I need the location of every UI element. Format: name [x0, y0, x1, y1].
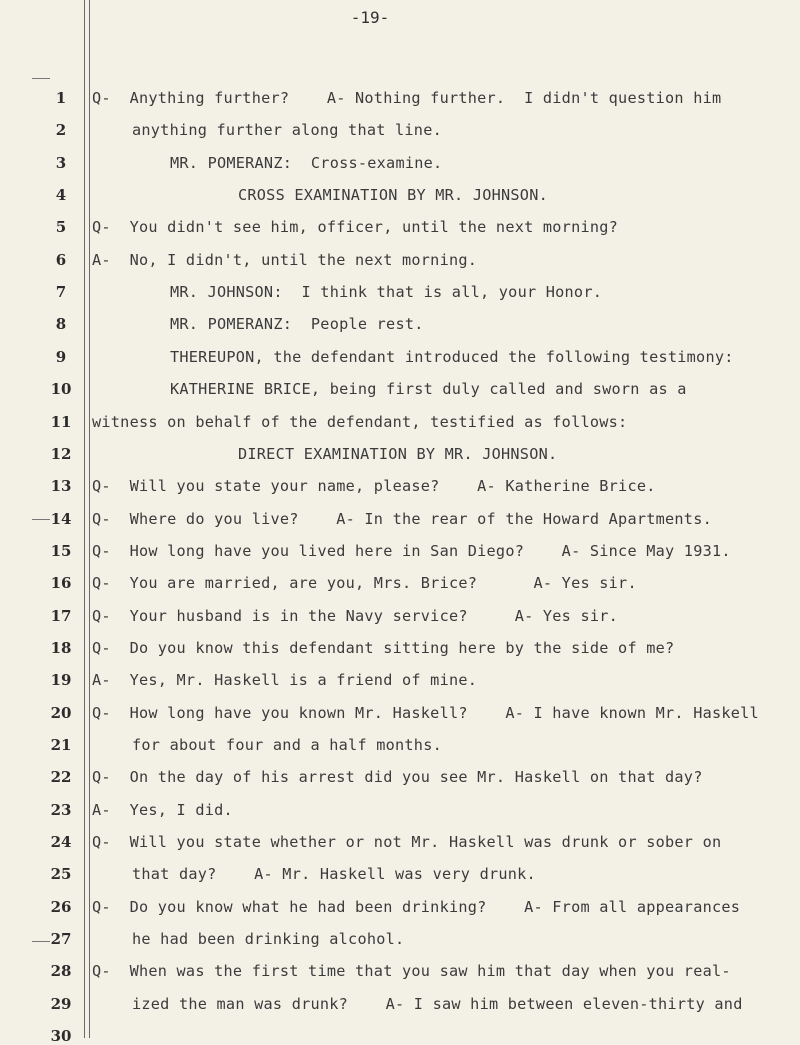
transcript-line: Q- Will you state whether or not Mr. Haskell was drunk or sober on — [92, 833, 722, 852]
line-number: 18 — [50, 638, 72, 657]
line-number: 11 — [50, 412, 72, 431]
line-number: 27 — [50, 930, 72, 949]
transcript-line: MR. POMERANZ: Cross-examine. — [170, 153, 443, 172]
transcript-line: Q- Will you state your name, please? A- Katherine Brice. — [92, 477, 656, 496]
transcript-line: A- Yes, Mr. Haskell is a friend of mine. — [92, 671, 478, 690]
line-number: 5 — [55, 218, 67, 237]
transcript-line: Q- Do you know what he had been drinking? A- From all appearances — [92, 897, 741, 916]
transcript-line: MR. JOHNSON: I think that is all, your Honor. — [170, 283, 603, 302]
transcript-line: Q- When was the first time that you saw him that day when you real- — [92, 962, 731, 981]
transcript-line: Q- You didn't see him, officer, until the next morning? — [92, 218, 619, 237]
line-number: 1 — [55, 89, 67, 107]
line-number: 21 — [50, 736, 72, 754]
transcript-line: CROSS EXAMINATION BY MR. JOHNSON. — [238, 186, 548, 205]
line-number: 14 — [50, 509, 72, 528]
line-number: 30 — [50, 1027, 72, 1045]
transcript-line: Q- How long have you known Mr. Haskell? A- I have known Mr. Haskell — [92, 703, 759, 722]
line-number: 13 — [50, 477, 72, 496]
line-number: 3 — [55, 153, 67, 172]
transcript-line: Q- Where do you live? A- In the rear of the Howard Apartments. — [92, 509, 712, 528]
transcript-line: A- No, I didn't, until the next morning. — [92, 250, 478, 269]
line-number: 15 — [50, 541, 72, 560]
line-number: 20 — [50, 703, 72, 722]
transcript-line: MR. POMERANZ: People rest. — [170, 315, 424, 334]
transcript-line: Q- Your husband is in the Navy service? A- Yes sir. — [92, 606, 619, 625]
line-number: 19 — [50, 671, 72, 690]
margin-tick — [32, 78, 50, 79]
transcript-line: he had been drinking alcohol. — [132, 930, 405, 949]
page-number: -19- — [350, 8, 390, 27]
line-number: 4 — [55, 186, 67, 205]
line-number: 24 — [50, 833, 72, 852]
transcript-line: THEREUPON, the defendant introduced the following testimony: — [170, 347, 734, 366]
transcript-line: witness on behalf of the defendant, testified as follows: — [92, 412, 628, 431]
transcript-line: Q- On the day of his arrest did you see Mr. Haskell on that day? — [92, 768, 703, 787]
line-number: 17 — [50, 606, 72, 625]
line-number: 28 — [50, 962, 72, 981]
line-number: 8 — [55, 315, 67, 334]
line-number: 25 — [50, 865, 72, 884]
line-number: 9 — [55, 347, 67, 366]
transcript-line: anything further along that line. — [132, 121, 442, 140]
transcript-line: Q- How long have you lived here in San Diego? A- Since May 1931. — [92, 541, 731, 560]
line-number: 23 — [50, 800, 72, 819]
line-number: 10 — [50, 380, 72, 399]
line-number: 12 — [50, 444, 72, 463]
line-number: 2 — [55, 121, 67, 140]
line-number: 7 — [55, 283, 67, 302]
transcript-line: that day? A- Mr. Haskell was very drunk. — [132, 865, 536, 884]
transcript-line: Q- Anything further? A- Nothing further. I didn't question him — [92, 89, 722, 107]
transcript-line: for about four and a half months. — [132, 736, 442, 754]
transcript-line: ized the man was drunk? A- I saw him between eleven-thirty and — [132, 994, 743, 1013]
line-number: 29 — [50, 994, 72, 1013]
transcript-line: DIRECT EXAMINATION BY MR. JOHNSON. — [238, 444, 558, 463]
margin-rule — [84, 0, 85, 1038]
margin-rule — [89, 0, 90, 1038]
transcript-line: A- Yes, I did. — [92, 800, 233, 819]
line-number: 26 — [50, 897, 72, 916]
line-number: 6 — [55, 250, 67, 269]
transcript-line: Q- Do you know this defendant sitting here by the side of me? — [92, 638, 675, 657]
transcript-line: Q- You are married, are you, Mrs. Brice? A- Yes sir. — [92, 574, 637, 593]
line-number: 22 — [50, 768, 72, 787]
transcript-line: KATHERINE BRICE, being first duly called and sworn as a — [170, 380, 687, 399]
line-number: 16 — [50, 574, 72, 593]
